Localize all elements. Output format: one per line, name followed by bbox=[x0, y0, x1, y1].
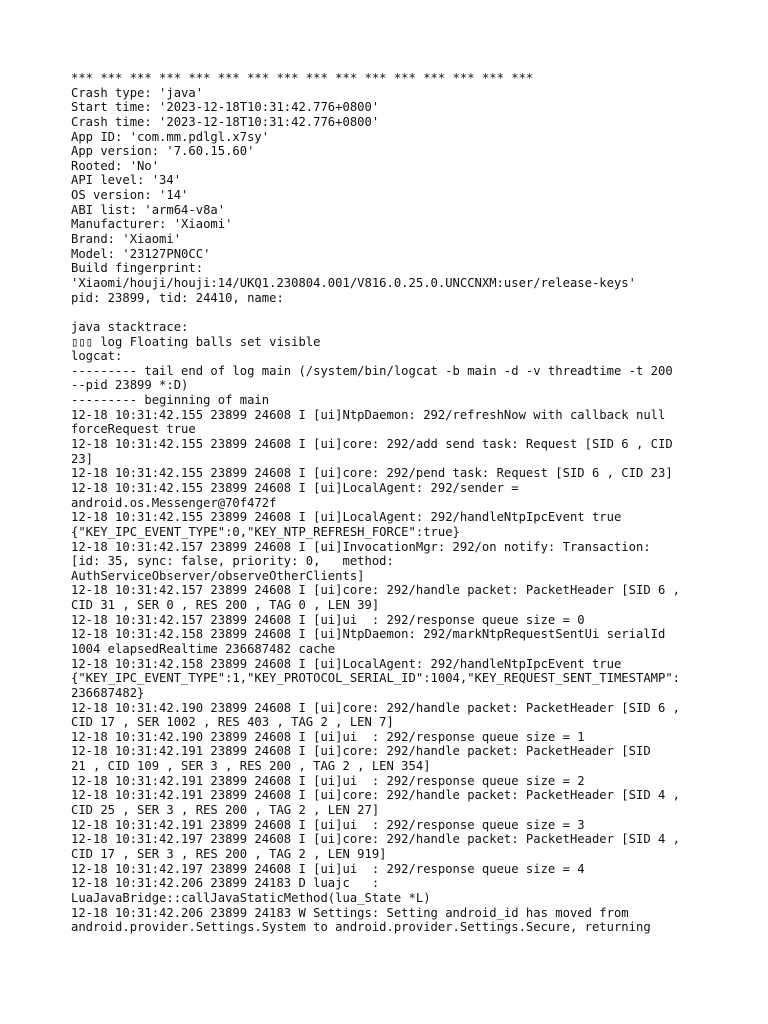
logcat-line: 12-18 10:31:42.157 23899 24608 I [ui]InvocationMgr: 292/on notify: Transaction: bbox=[71, 539, 651, 554]
logcat-line: 12-18 10:31:42.155 23899 24608 I [ui]core: 292/add send task: Request [SID 6 , CID bbox=[71, 437, 673, 452]
rooted-line: Rooted: 'No' bbox=[71, 158, 160, 173]
app-id-line: App ID: 'com.mm.pdlgl.x7sy' bbox=[71, 129, 270, 144]
blank-line bbox=[71, 305, 711, 320]
abi-list-line: ABI list: 'arm64-v8a' bbox=[71, 202, 226, 217]
logcat-line: CID 31 , SER 0 , RES 200 , TAG 0 , LEN 39] bbox=[71, 598, 380, 613]
logcat-line: android.os.Messenger@70f472f bbox=[71, 495, 277, 510]
logcat-line: CID 25 , SER 3 , RES 200 , TAG 2 , LEN 27] bbox=[71, 803, 380, 818]
logcat-line: 12-18 10:31:42.155 23899 24608 I [ui]core: 292/pend task: Request [SID 6 , CID 23] bbox=[71, 466, 673, 481]
app-version-line: App version: '7.60.15.60' bbox=[71, 144, 255, 159]
build-fingerprint-label: Build fingerprint: bbox=[71, 261, 204, 276]
pid-line: pid: 23899, tid: 24410, name: bbox=[71, 290, 284, 305]
logcat-line: 12-18 10:31:42.155 23899 24608 I [ui]NtpDaemon: 292/refreshNow with callback null bbox=[71, 407, 666, 422]
logcat-line: 12-18 10:31:42.190 23899 24608 I [ui]ui : 292/response queue size = 1 bbox=[71, 729, 585, 744]
logcat-line: [id: 35, sync: false, priority: 0, method: bbox=[71, 554, 394, 569]
logcat-line: {"KEY_IPC_EVENT_TYPE":0,"KEY_NTP_REFRESH_FORCE":true} bbox=[71, 524, 460, 539]
logcat-line: 21 , CID 109 , SER 3 , RES 200 , TAG 2 , LEN 354] bbox=[71, 759, 431, 774]
model-line: Model: '23127PN0CC' bbox=[71, 246, 211, 261]
os-version-line: OS version: '14' bbox=[71, 188, 189, 203]
logcat-line: forceRequest true bbox=[71, 422, 196, 437]
api-level-line: API level: '34' bbox=[71, 173, 182, 188]
logcat-line: 12-18 10:31:42.155 23899 24608 I [ui]LocalAgent: 292/handleNtpIpcEvent true bbox=[71, 510, 622, 525]
logcat-line: 12-18 10:31:42.190 23899 24608 I [ui]core: 292/handle packet: PacketHeader [SID 6 , bbox=[71, 700, 681, 715]
logcat-heading: logcat: bbox=[71, 349, 123, 364]
logcat-line: 12-18 10:31:42.157 23899 24608 I [ui]ui : 292/response queue size = 0 bbox=[71, 612, 585, 627]
logcat-line: CID 17 , SER 3 , RES 200 , TAG 2 , LEN 919] bbox=[71, 846, 387, 861]
manufacturer-line: Manufacturer: 'Xiaomi' bbox=[71, 217, 233, 232]
separator-line: *** *** *** *** *** *** *** *** *** *** *** *** *** *** *** *** bbox=[71, 71, 534, 85]
logcat-line: 23] bbox=[71, 451, 94, 466]
crash-log-document bbox=[71, 71, 711, 935]
logcat-line: LuaJavaBridge::callJavaStaticMethod(lua_State *L) bbox=[71, 890, 431, 905]
logcat-line: 12-18 10:31:42.191 23899 24608 I [ui]core: 292/handle packet: PacketHeader [SID 4 , bbox=[71, 788, 681, 803]
crash-time-line: Crash time: '2023-12-18T10:31:42.776+0800' bbox=[71, 114, 380, 129]
logcat-line: 12-18 10:31:42.158 23899 24608 I [ui]NtpDaemon: 292/markNtpRequestSentUi serialId bbox=[71, 627, 666, 642]
logcat-line: 12-18 10:31:42.191 23899 24608 I [ui]ui : 292/response queue size = 3 bbox=[71, 817, 585, 832]
logcat-line: CID 17 , SER 1002 , RES 403 , TAG 2 , LEN 7] bbox=[71, 715, 394, 730]
logcat-line: 12-18 10:31:42.157 23899 24608 I [ui]core: 292/handle packet: PacketHeader [SID 6 , bbox=[71, 583, 681, 598]
logcat-line: 12-18 10:31:42.206 23899 24183 W Settings: Setting android_id has moved from bbox=[71, 905, 629, 920]
start-time-line: Start time: '2023-12-18T10:31:42.776+0800' bbox=[71, 100, 380, 115]
logcat-line: 1004 elapsedRealtime 236687482 cache bbox=[71, 641, 336, 656]
logcat-line: AuthServiceObserver/observeOtherClients] bbox=[71, 568, 365, 583]
logcat-line: --------- beginning of main bbox=[71, 393, 270, 408]
logcat-line: 12-18 10:31:42.158 23899 24608 I [ui]LocalAgent: 292/handleNtpIpcEvent true bbox=[71, 656, 622, 671]
logcat-line: 12-18 10:31:42.155 23899 24608 I [ui]LocalAgent: 292/sender = bbox=[71, 480, 519, 495]
stacktrace-message: ▯▯▯ log Floating balls set visible bbox=[71, 334, 321, 349]
logcat-line: 12-18 10:31:42.197 23899 24608 I [ui]core: 292/handle packet: PacketHeader [SID 4 , bbox=[71, 832, 681, 847]
logcat-line: 12-18 10:31:42.206 23899 24183 D luajc : bbox=[71, 876, 380, 891]
logcat-line: 12-18 10:31:42.191 23899 24608 I [ui]core: 292/handle packet: PacketHeader [SID bbox=[71, 744, 651, 759]
logcat-line: {"KEY_IPC_EVENT_TYPE":1,"KEY_PROTOCOL_SERIAL_ID":1004,"KEY_REQUEST_SENT_TIMESTAMP": bbox=[71, 671, 681, 686]
logcat-line: 12-18 10:31:42.191 23899 24608 I [ui]ui : 292/response queue size = 2 bbox=[71, 773, 585, 788]
stacktrace-heading: java stacktrace: bbox=[71, 319, 189, 334]
logcat-line: 236687482} bbox=[71, 685, 145, 700]
logcat-line: 12-18 10:31:42.197 23899 24608 I [ui]ui : 292/response queue size = 4 bbox=[71, 861, 585, 876]
brand-line: Brand: 'Xiaomi' bbox=[71, 232, 182, 247]
crash-type-line: Crash type: 'java' bbox=[71, 85, 204, 100]
logcat-line: android.provider.Settings.System to android.provider.Settings.Secure, returning bbox=[71, 920, 651, 935]
build-fingerprint-value: 'Xiaomi/houji/houji:14/UKQ1.230804.001/V816.0.25.0.UNCCNXM:user/release-keys' bbox=[71, 275, 636, 290]
logcat-line: --pid 23899 *:D) bbox=[71, 378, 189, 393]
logcat-line: --------- tail end of log main (/system/bin/logcat -b main -d -v threadtime -t 200 bbox=[71, 363, 673, 378]
